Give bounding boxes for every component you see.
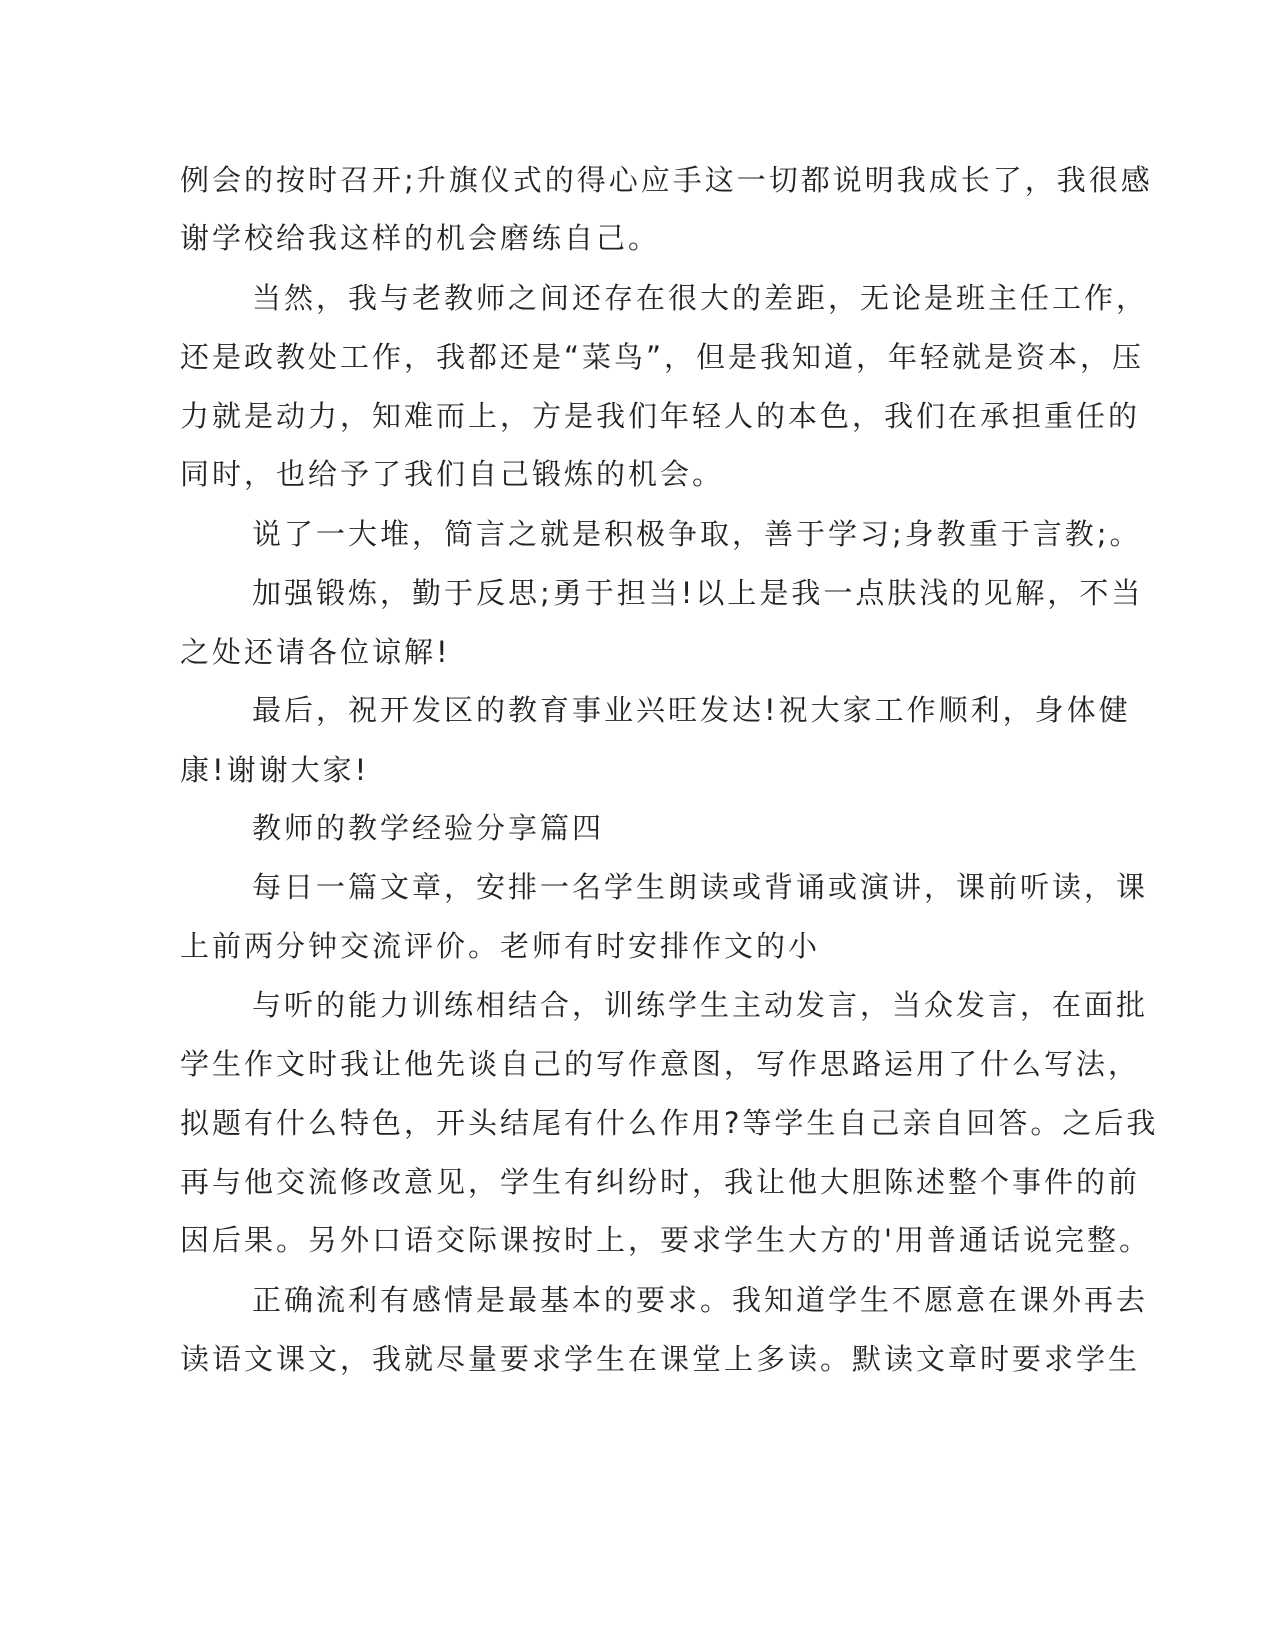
text-line: 最后，祝开发区的教育事业兴旺发达!祝大家工作顺利，身体健 — [252, 693, 1131, 727]
text-line: 正确流利有感情是最基本的要求。我知道学生不愿意在课外再去 — [252, 1283, 1149, 1317]
text-line: 读语文课文，我就尽量要求学生在课堂上多读。默读文章时要求学生 — [180, 1342, 1141, 1376]
text-line: 学生作文时我让他先谈自己的写作意图，写作思路运用了什么写法， — [180, 1047, 1141, 1081]
text-line: 还是政教处工作，我都还是“菜鸟”，但是我知道，年轻就是资本，压 — [180, 340, 1145, 374]
text-line: 加强锻炼，勤于反思;勇于担当!以上是我一点肤浅的见解，不当 — [252, 576, 1144, 610]
text-line: 谢学校给我这样的机会磨练自己。 — [180, 221, 661, 255]
text-line: 每日一篇文章，安排一名学生朗读或背诵或演讲，课前听读，课 — [252, 870, 1149, 904]
text-line: 之处还请各位谅解! — [180, 635, 451, 669]
text-line: 力就是动力，知难而上，方是我们年轻人的本色，我们在承担重任的 — [180, 399, 1141, 433]
text-line: 同时，也给予了我们自己锻炼的机会。 — [180, 457, 725, 491]
text-line: 再与他交流修改意见，学生有纠纷时，我让他大胆陈述整个事件的前 — [180, 1165, 1141, 1199]
text-line: 拟题有什么特色，开头结尾有什么作用?等学生自己亲自回答。之后我 — [180, 1106, 1159, 1140]
text-line: 上前两分钟交流评价。老师有时安排作文的小 — [180, 929, 821, 963]
section-heading: 教师的教学经验分享篇四 — [252, 811, 605, 845]
text-line: 与听的能力训练相结合，训练学生主动发言，当众发言，在面批 — [252, 988, 1149, 1022]
text-line: 当然，我与老教师之间还存在很大的差距，无论是班主任工作， — [252, 281, 1149, 315]
text-line: 说了一大堆，简言之就是积极争取，善于学习;身教重于言教;。 — [252, 517, 1142, 551]
text-line: 康!谢谢大家! — [180, 753, 370, 787]
text-line: 因后果。另外口语交际课按时上，要求学生大方的'用普通话说完整。 — [180, 1223, 1151, 1257]
text-line: 例会的按时召开;升旗仪式的得心应手这一切都说明我成长了，我很感 — [180, 163, 1153, 197]
